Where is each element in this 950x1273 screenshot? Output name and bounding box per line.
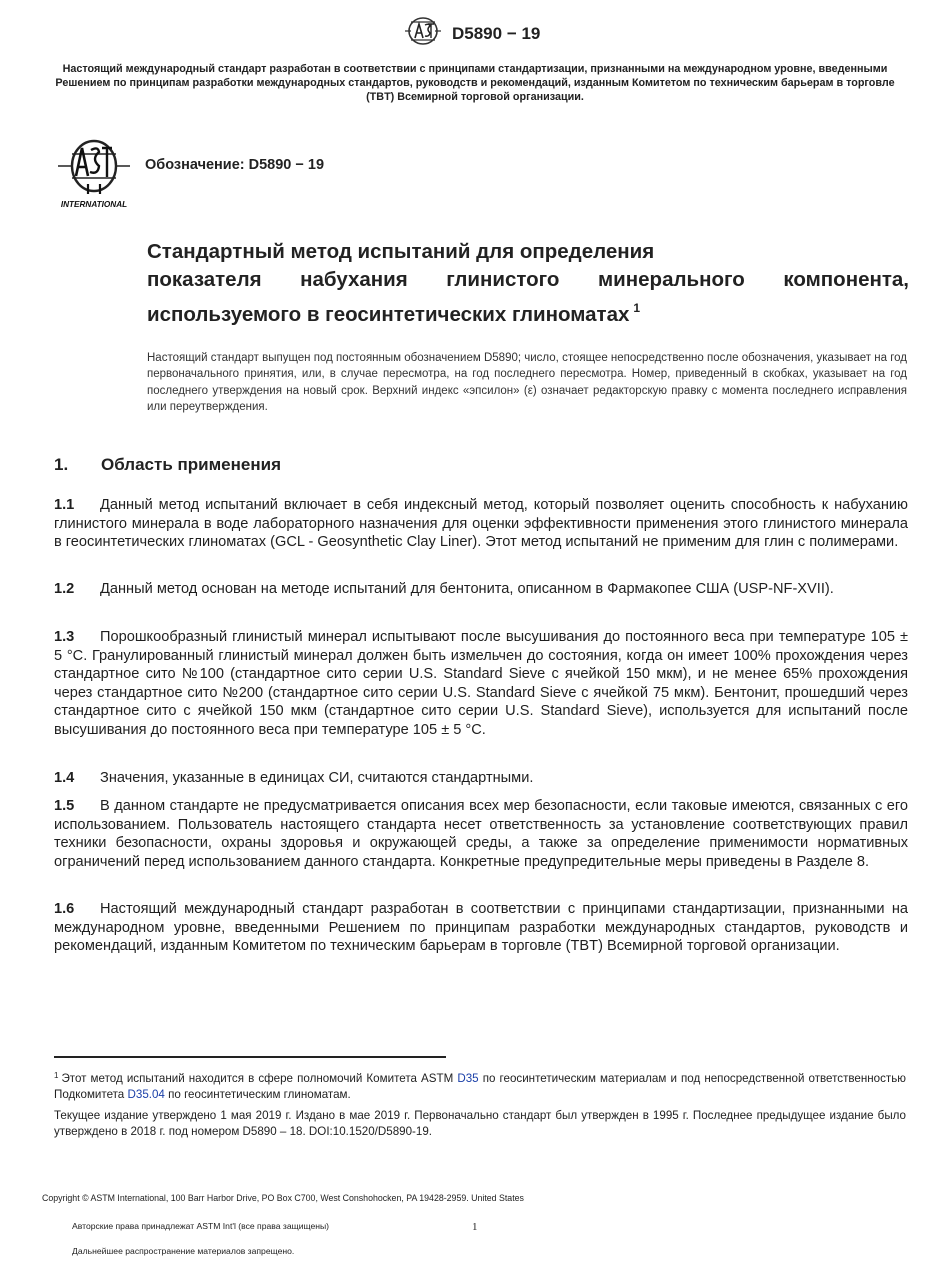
document-title (147, 238, 909, 329)
paragraph-number: 1.1 (54, 497, 75, 513)
astm-international-logo-icon (55, 134, 133, 210)
paragraph-number: 1.5 (54, 798, 75, 814)
designation: Обозначение: D5890 − 19 (145, 157, 325, 173)
paragraph-text: Значения, указанные в единицах СИ, считаются стандартными. (100, 770, 534, 786)
paragraph-1-4 (54, 769, 908, 788)
paragraph-number: 1.6 (54, 901, 75, 917)
committee-d35-link[interactable]: D35 (457, 1072, 479, 1085)
title-footnote-ref[interactable]: 1 (633, 301, 641, 315)
rights-notice: Авторские права принадлежат ASTM Int'l (все права защищены) (72, 1221, 330, 1231)
paragraph-1-2 (54, 580, 908, 599)
footnote-text-1: Этот метод испытаний находится в сфере полномочий Комитета ASTM (61, 1072, 454, 1085)
footnote-divider (54, 1056, 446, 1058)
logo-caption: INTERNATIONAL (60, 200, 128, 209)
footnote-marker: 1 (54, 1071, 59, 1080)
paragraph-number: 1.3 (54, 629, 75, 645)
issuance-statement: Настоящий стандарт выпущен под постоянным обозначением D5890; число, стоящее непосредственно после обозначения, указывает на год первоначального принятия, или, в случае пересмотра, на год последнего пересмотра. Номер, приведенный в скобках, указывает на год последнего утверждения на новый срок. Верхний индекс «эпсилон» (ε) означает редакторскую правку с момента последнего исправления или переутверждения. (147, 352, 907, 414)
footnote-1 (54, 1068, 906, 1103)
copyright-line: Copyright © ASTM International, 100 Barr Harbor Drive, PO Box C700, West Conshohocken, PA 19428-2959. United States (42, 1193, 524, 1203)
edition-note: Текущее издание утверждено 1 мая 2019 г. Издано в мае 2019 г. Первоначально стандарт был утвержден в 1995 г. Последнее предыдущее издание было утверждено в 2018 г. под номером D5890 – 18. DOI:10.1520/D5890-19. (54, 1109, 906, 1138)
paragraph-number: 1.2 (54, 581, 75, 597)
paragraph-text: Данный метод испытаний включает в себя индексный метод, который позволяет оценить способность к набуханию глинистого минерала в воде лабораторного назначения для оценки эффективности применения этого глинистого минерала в геосинтетических глиноматах (GCL - Geosynthetic Clay Liner). Этот метод испытаний не применим для глин с полимерами. (54, 497, 908, 551)
paragraph-1-5 (54, 797, 908, 871)
header-note: Настоящий международный стандарт разработан в соответствии с принципами стандартизации, признанными на международном уровне, введенными Решением по принципам разработки международных стандартов, руководств и рекомендаций, изданным Комитетом по техническим барьерам в торговле (TBT) Всемирной торговой организации. (55, 63, 895, 103)
astm-header-logo-icon (403, 16, 443, 46)
section-number: 1. (54, 455, 69, 474)
title-line-3: используемого в геосинтетических глиноматах (147, 303, 630, 326)
page-number: 1 (472, 1221, 478, 1233)
subcommittee-d35-04-link[interactable]: D35.04 (127, 1088, 165, 1101)
paragraph-text: Порошкообразный глинистый минерал испытывают после высушивания до постоянного веса при температуре 105 ± 5 °C. Гранулированный глинистый минерал должен быть измельчен до состояния, когда он имеет 100% прохождения через стандартное сито №100 (стандартное сито серии U.S. Standard Sieve с ячейкой 150 мкм), и не менее 65% прохождения через стандартное сито №200 (стандартное сито серии U.S. Standard Sieve с ячейкой 75 мкм). Бентонит, прошедший через стандартное сито с ячейкой 150 мкм (стандартное сито серии U.S. Standard Sieve), используется для испытаний после высушивания до постоянного веса при температуре 105 ± 5 °C. (54, 629, 908, 738)
title-line-2: показателя набухания глинистого минерального компонента, (147, 268, 909, 291)
paragraph-text: В данном стандарте не предусматривается описания всех мер безопасности, если таковые имеются, связанных с его использованием. Пользователь настоящего стандарта несет ответственность за установление соответствующих правил техники безопасности, охраны здоровья и окружающей среды, а также за определение применимости нормативных ограничений перед использованием данного стандарта. Конкретные предупредительные меры приведены в Разделе 8. (54, 798, 908, 870)
paragraph-text: Данный метод основан на методе испытаний для бентонита, описанном в Фармакопее США (USP-NF-XVII). (100, 581, 834, 597)
distribution-notice: Дальнейшее распространение материалов запрещено. (72, 1246, 295, 1256)
paragraph-1-3 (54, 628, 908, 740)
paragraph-1-1 (54, 496, 908, 552)
title-line-1: Стандартный метод испытаний для определения (147, 240, 655, 263)
paragraph-number: 1.4 (54, 770, 75, 786)
paragraph-text: Настоящий международный стандарт разработан в соответствии с принципами стандартизации, признанными на международном уровне, введенными Решением по принципам разработки международных стандартов, руководств и рекомендаций, изданным Комитетом по техническим барьерам в торговле (TBT) Всемирной торговой организации. (54, 901, 908, 955)
header-standard-code: D5890 − 19 (452, 24, 541, 43)
paragraph-1-6 (54, 900, 908, 956)
section-title: Область применения (101, 455, 282, 474)
footnote-text-2: по геосинтетическим материалам и под непосредственной ответственностью Подкомитета (54, 1072, 906, 1101)
footnote-text-3: по геосинтетическим глиноматам. (168, 1088, 351, 1101)
